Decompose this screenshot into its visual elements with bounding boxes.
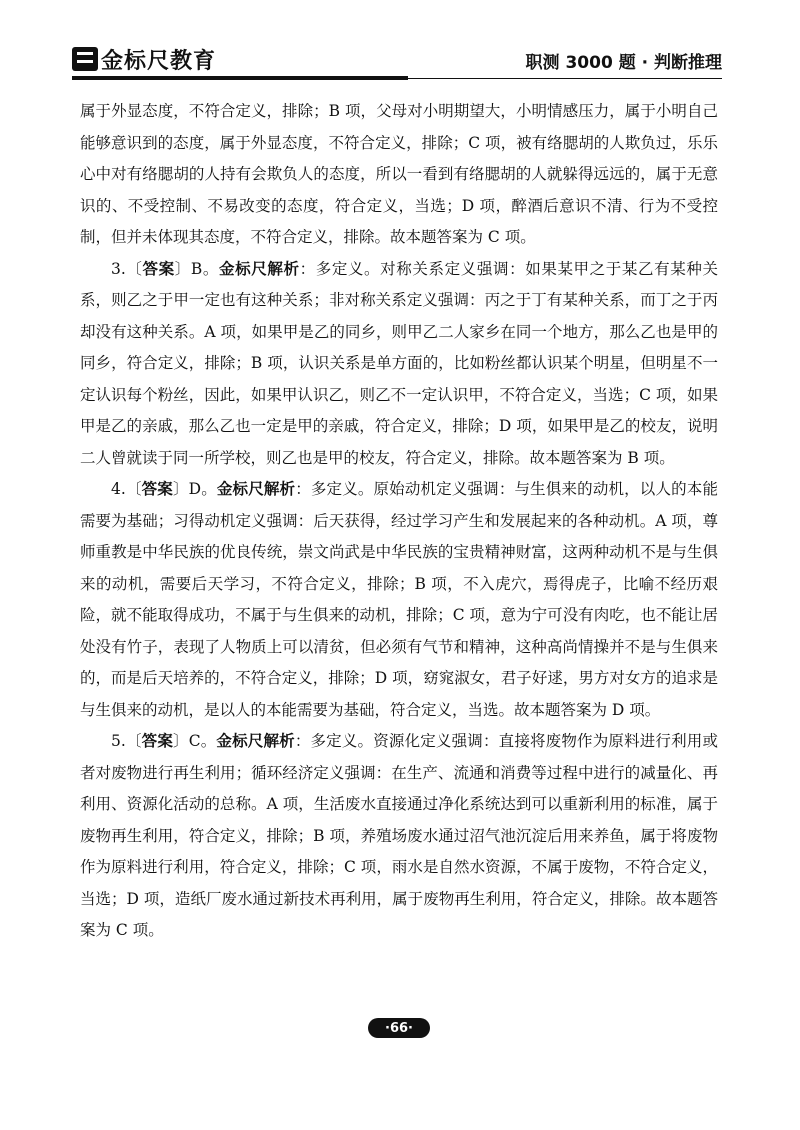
answer-choice: 〕B。 (174, 259, 220, 278)
answer-5 (80, 726, 718, 947)
logo-icon (72, 47, 98, 71)
question-number: 3.〔 (111, 259, 143, 278)
answer-tag: 答案 (142, 259, 175, 278)
answer-tag: 答案 (141, 480, 173, 498)
book-title: 职测 3000 题 · 判断推理 (525, 53, 722, 73)
analysis-text: ：多定义。原始动机定义强调：与生俱来的动机，以人的本能需要为基础；习得动机定义强调：后天获得，经过学习产生和发展起来的各种动机。A 项，尊师重教是中华民族的优良传统，崇文尚武是中华民族的宝贵精神财富，这两种动机不是与生俱来的动机，需要后天学习，不符合定义，排除；B 项，不入虎穴，焉得虎子，比喻不经历艰险，就不能取得成功，不属于与生俱来的动机，排除；C 项，意为宁可没有肉吃，也不能让居处没有竹子，表现了人物质上可以清贫，但必须有气节和精神，这种高尚情操并不是与生俱来的，而是后天培养的，不符合定义，排除；D 项，窈窕淑女，君子好逑，男方对女方的追求是与生俱来的动机，是以人的本能需要为基础，符合定义，当选。故本题答案为 D 项。 (80, 480, 718, 719)
analysis-text: ：多定义。对称关系定义强调：如果某甲之于某乙有某种关系，则乙之于甲一定也有这种关系；非对称关系定义强调：丙之于丁有某种关系，而丁之于丙却没有这种关系。A 项，如果甲是乙的同乡，则甲乙二人家乡在同一个地方，那么乙也是甲的同乡，符合定义，排除；B 项，认识关系是单方面的，比如粉丝都认识某个明星，但明星不一定认识每个粉丝，因此，如果甲认识乙，则乙不一定认识甲，不符合定义，当选；C 项，如果甲是乙的亲戚，那么乙也一定是甲的亲戚，符合定义，排除；D 项，如果甲是乙的校友，说明二人曾就读于同一所学校，则乙也是甲的校友，符合定义，排除。故本题答案为 B 项。 (80, 259, 718, 467)
header-rule-thin (72, 78, 722, 79)
question-number: 5.〔 (111, 732, 142, 750)
logo-text: 金标尺教育 (101, 48, 217, 74)
analysis-text: ：多定义。资源化定义强调：直接将废物作为原料进行利用或者对废物进行再生利用；循环经济定义强调：在生产、流通和消费等过程中进行的减量化、再利用、资源化活动的总称。A 项，生活废水直接通过净化系统达到可以重新利用的标准，属于废物再生利用，符合定义，排除；B 项，养殖场废水通过沼气池沉淀后用来养鱼，属于将废物作为原料进行利用，符合定义，排除；C 项，雨水是自然水资源，不属于废物，不符合定义，当选；D 项，造纸厂废水通过新技术再利用，属于废物再生利用，符合定义，排除。故本题答案为 C 项。 (80, 732, 718, 939)
page-number: ·66· (368, 1018, 430, 1038)
page-header (72, 44, 722, 78)
brand-logo (72, 44, 216, 74)
continued-explanation: 属于外显态度，不符合定义，排除；B 项，父母对小明期望大，小明情感压力，属于小明自己能够意识到的态度，属于外显态度，不符合定义，排除；C 项，被有络腮胡的人欺负过，乐乐心中对有络腮胡的人持有会欺负人的态度，所以一看到有络腮胡的人就躲得远远的，属于无意识的、不受控制、不易改变的态度，符合定义，当选；D 项，醉酒后意识不清、行为不受控制，但并未体现其态度，不符合定义，排除。故本题答案为 C 项。 (80, 102, 718, 246)
answer-3 (80, 254, 718, 475)
answer-explanations (80, 96, 718, 947)
analysis-label: 金标尺解析 (219, 259, 300, 278)
answer-choice: 〕D。 (172, 480, 217, 498)
answer-4 (80, 474, 718, 726)
answer-tag: 答案 (141, 732, 174, 750)
answer-choice: 〕C。 (173, 732, 217, 750)
analysis-label: 金标尺解析 (216, 732, 295, 750)
question-number: 4.〔 (111, 480, 142, 498)
analysis-label: 金标尺解析 (216, 480, 296, 498)
